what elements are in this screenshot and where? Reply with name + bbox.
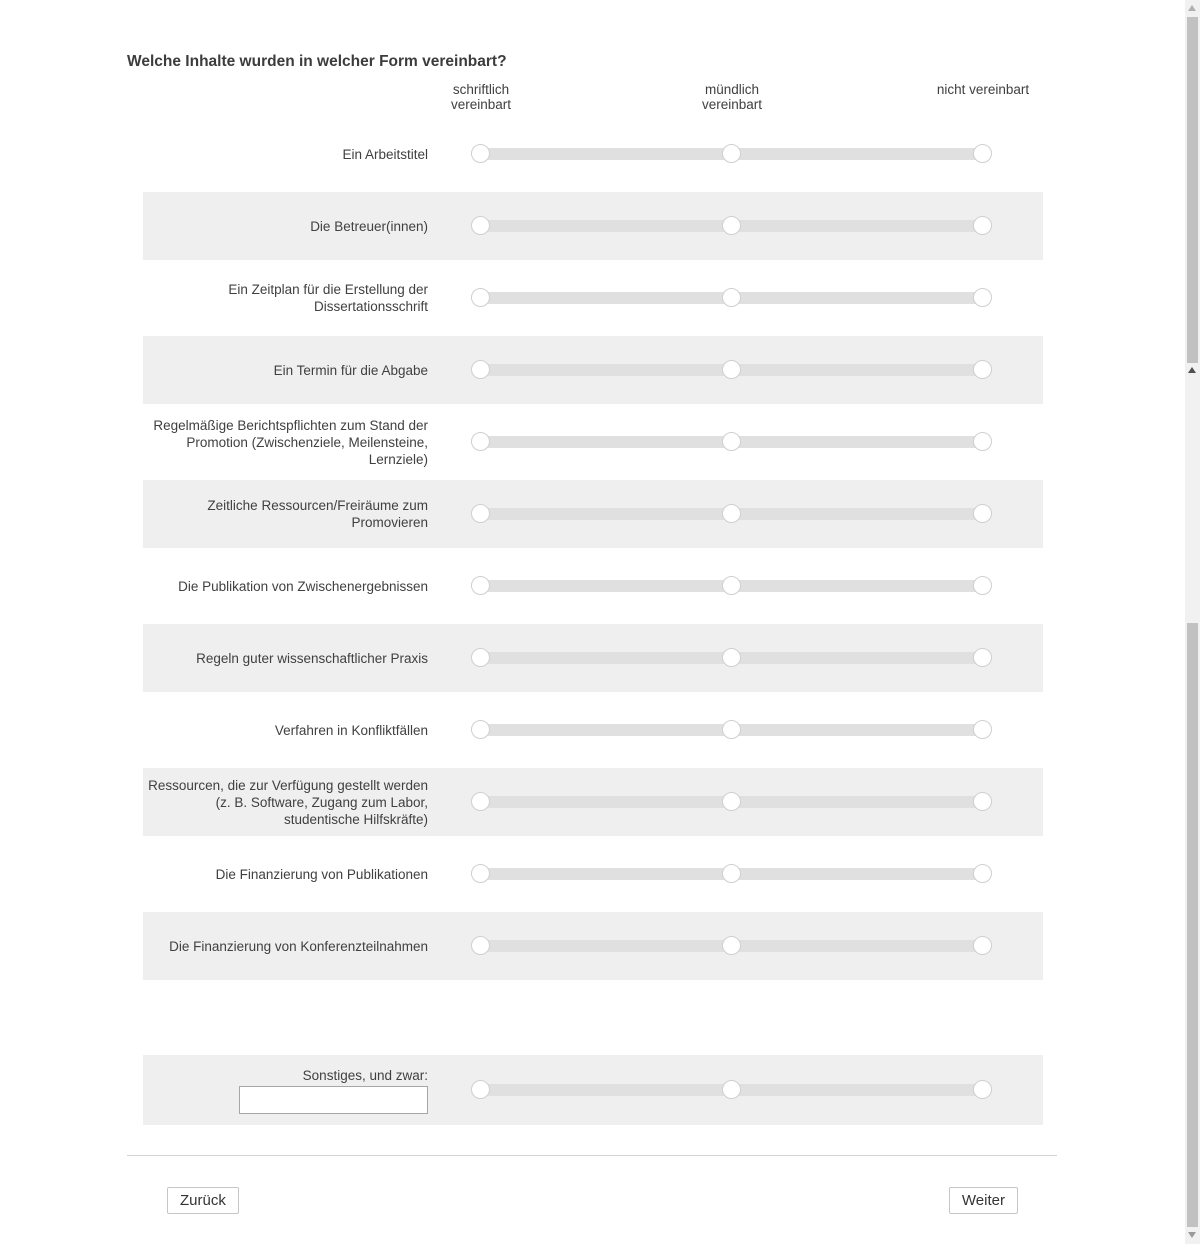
scrollbar[interactable] (1185, 0, 1200, 1244)
option-muendlich-vereinbart[interactable] (722, 936, 741, 955)
option-schriftlich-vereinbart[interactable] (471, 576, 490, 595)
option-schriftlich-vereinbart[interactable] (471, 792, 490, 811)
matrix-row (143, 262, 1043, 334)
option-nicht-vereinbart[interactable] (973, 360, 992, 379)
option-nicht-vereinbart[interactable] (973, 792, 992, 811)
row-label: Die Finanzierung von Publikationen (215, 866, 428, 882)
question-matrix (143, 118, 1043, 982)
row-label: Verfahren in Konfliktfällen (274, 722, 428, 738)
matrix-row (143, 766, 1043, 838)
option-muendlich-vereinbart[interactable] (722, 288, 741, 307)
empty-row (143, 982, 1043, 1053)
option-nicht-vereinbart[interactable] (973, 864, 992, 883)
option-schriftlich-vereinbart[interactable] (471, 144, 490, 163)
answer-slider[interactable] (471, 720, 992, 740)
matrix-row (143, 694, 1043, 766)
option-schriftlich-vereinbart[interactable] (471, 216, 490, 235)
column-header-muendlich: mündlich vereinbart (701, 82, 763, 112)
answer-slider[interactable] (471, 936, 992, 956)
option-muendlich-vereinbart[interactable] (722, 720, 741, 739)
row-label: Die Finanzierung von Konferenzteilnahmen (169, 938, 428, 954)
scrollbar-thumb-lower[interactable] (1187, 623, 1198, 1227)
option-nicht-vereinbart[interactable] (973, 720, 992, 739)
option-schriftlich-vereinbart[interactable] (471, 1080, 490, 1099)
option-nicht-vereinbart[interactable] (973, 576, 992, 595)
row-label: Sonstiges, und zwar: (302, 1067, 428, 1083)
row-label: Ein Termin für die Abgabe (273, 362, 428, 378)
matrix-row (143, 550, 1043, 622)
scroll-up-arrow-icon[interactable] (1188, 5, 1196, 11)
option-muendlich-vereinbart[interactable] (722, 864, 741, 883)
answer-slider[interactable] (471, 360, 992, 380)
row-label: Die Betreuer(innen) (310, 218, 428, 234)
back-button[interactable]: Zurück (167, 1187, 239, 1214)
matrix-row (143, 406, 1043, 478)
column-header-schriftlich: schriftlich vereinbart (450, 82, 512, 112)
option-muendlich-vereinbart[interactable] (722, 144, 741, 163)
navigation-bar (127, 1187, 1057, 1214)
option-muendlich-vereinbart[interactable] (722, 504, 741, 523)
row-label: Regelmäßige Berichtspflichten zum Stand der Promotion (Zwischenziele, Meilensteine, Lernziele) (153, 417, 428, 467)
answer-slider[interactable] (471, 1080, 992, 1100)
matrix-row (143, 622, 1043, 694)
matrix-row (143, 478, 1043, 550)
footer-divider (127, 1155, 1057, 1156)
row-label: Regeln guter wissenschaftlicher Praxis (196, 650, 428, 666)
scroll-up-arrow-dark-icon[interactable] (1188, 367, 1196, 373)
option-muendlich-vereinbart[interactable] (722, 432, 741, 451)
option-nicht-vereinbart[interactable] (973, 216, 992, 235)
matrix-row (143, 838, 1043, 910)
answer-slider[interactable] (471, 288, 992, 308)
other-text-input[interactable] (239, 1086, 428, 1114)
page-title: Welche Inhalte wurden in welcher Form vereinbart? (127, 53, 507, 70)
matrix-row (143, 190, 1043, 262)
option-schriftlich-vereinbart[interactable] (471, 648, 490, 667)
matrix-row (143, 334, 1043, 406)
answer-slider[interactable] (471, 864, 992, 884)
option-nicht-vereinbart[interactable] (973, 648, 992, 667)
option-schriftlich-vereinbart[interactable] (471, 504, 490, 523)
option-muendlich-vereinbart[interactable] (722, 792, 741, 811)
answer-slider[interactable] (471, 432, 992, 452)
option-schriftlich-vereinbart[interactable] (471, 936, 490, 955)
option-muendlich-vereinbart[interactable] (722, 1080, 741, 1099)
option-nicht-vereinbart[interactable] (973, 936, 992, 955)
row-label: Ein Zeitplan für die Erstellung der Dissertationsschrift (228, 282, 428, 314)
option-schriftlich-vereinbart[interactable] (471, 864, 490, 883)
option-schriftlich-vereinbart[interactable] (471, 432, 490, 451)
answer-slider[interactable] (471, 792, 992, 812)
row-label: Ein Arbeitstitel (342, 146, 428, 162)
option-nicht-vereinbart[interactable] (973, 504, 992, 523)
option-nicht-vereinbart[interactable] (973, 288, 992, 307)
answer-slider[interactable] (471, 504, 992, 524)
row-label: Ressourcen, die zur Verfügung gestellt werden (z. B. Software, Zugang zum Labor, studentische Hilfskräfte) (148, 777, 428, 827)
answer-slider[interactable] (471, 144, 992, 164)
matrix-row (143, 118, 1043, 190)
option-muendlich-vereinbart[interactable] (722, 216, 741, 235)
option-nicht-vereinbart[interactable] (973, 1080, 992, 1099)
row-label-cell (143, 1067, 428, 1114)
answer-slider[interactable] (471, 576, 992, 596)
survey-page (127, 0, 1057, 1214)
answer-slider[interactable] (471, 648, 992, 668)
matrix-row (143, 910, 1043, 982)
option-nicht-vereinbart[interactable] (973, 144, 992, 163)
answer-slider[interactable] (471, 216, 992, 236)
option-muendlich-vereinbart[interactable] (722, 360, 741, 379)
scrollbar-thumb-upper[interactable] (1187, 17, 1198, 363)
matrix-row-sonstiges (143, 1053, 1043, 1127)
row-label: Die Publikation von Zwischenergebnissen (178, 578, 428, 594)
scroll-down-arrow-icon[interactable] (1188, 1232, 1196, 1238)
matrix-column-headers (127, 82, 1057, 118)
option-schriftlich-vereinbart[interactable] (471, 288, 490, 307)
option-schriftlich-vereinbart[interactable] (471, 720, 490, 739)
option-muendlich-vereinbart[interactable] (722, 648, 741, 667)
option-nicht-vereinbart[interactable] (973, 432, 992, 451)
option-muendlich-vereinbart[interactable] (722, 576, 741, 595)
option-schriftlich-vereinbart[interactable] (471, 360, 490, 379)
row-label: Zeitliche Ressourcen/Freiräume zum Promovieren (207, 498, 428, 530)
next-button[interactable]: Weiter (949, 1187, 1018, 1214)
column-header-nicht-vereinbart: nicht vereinbart (936, 82, 1030, 97)
